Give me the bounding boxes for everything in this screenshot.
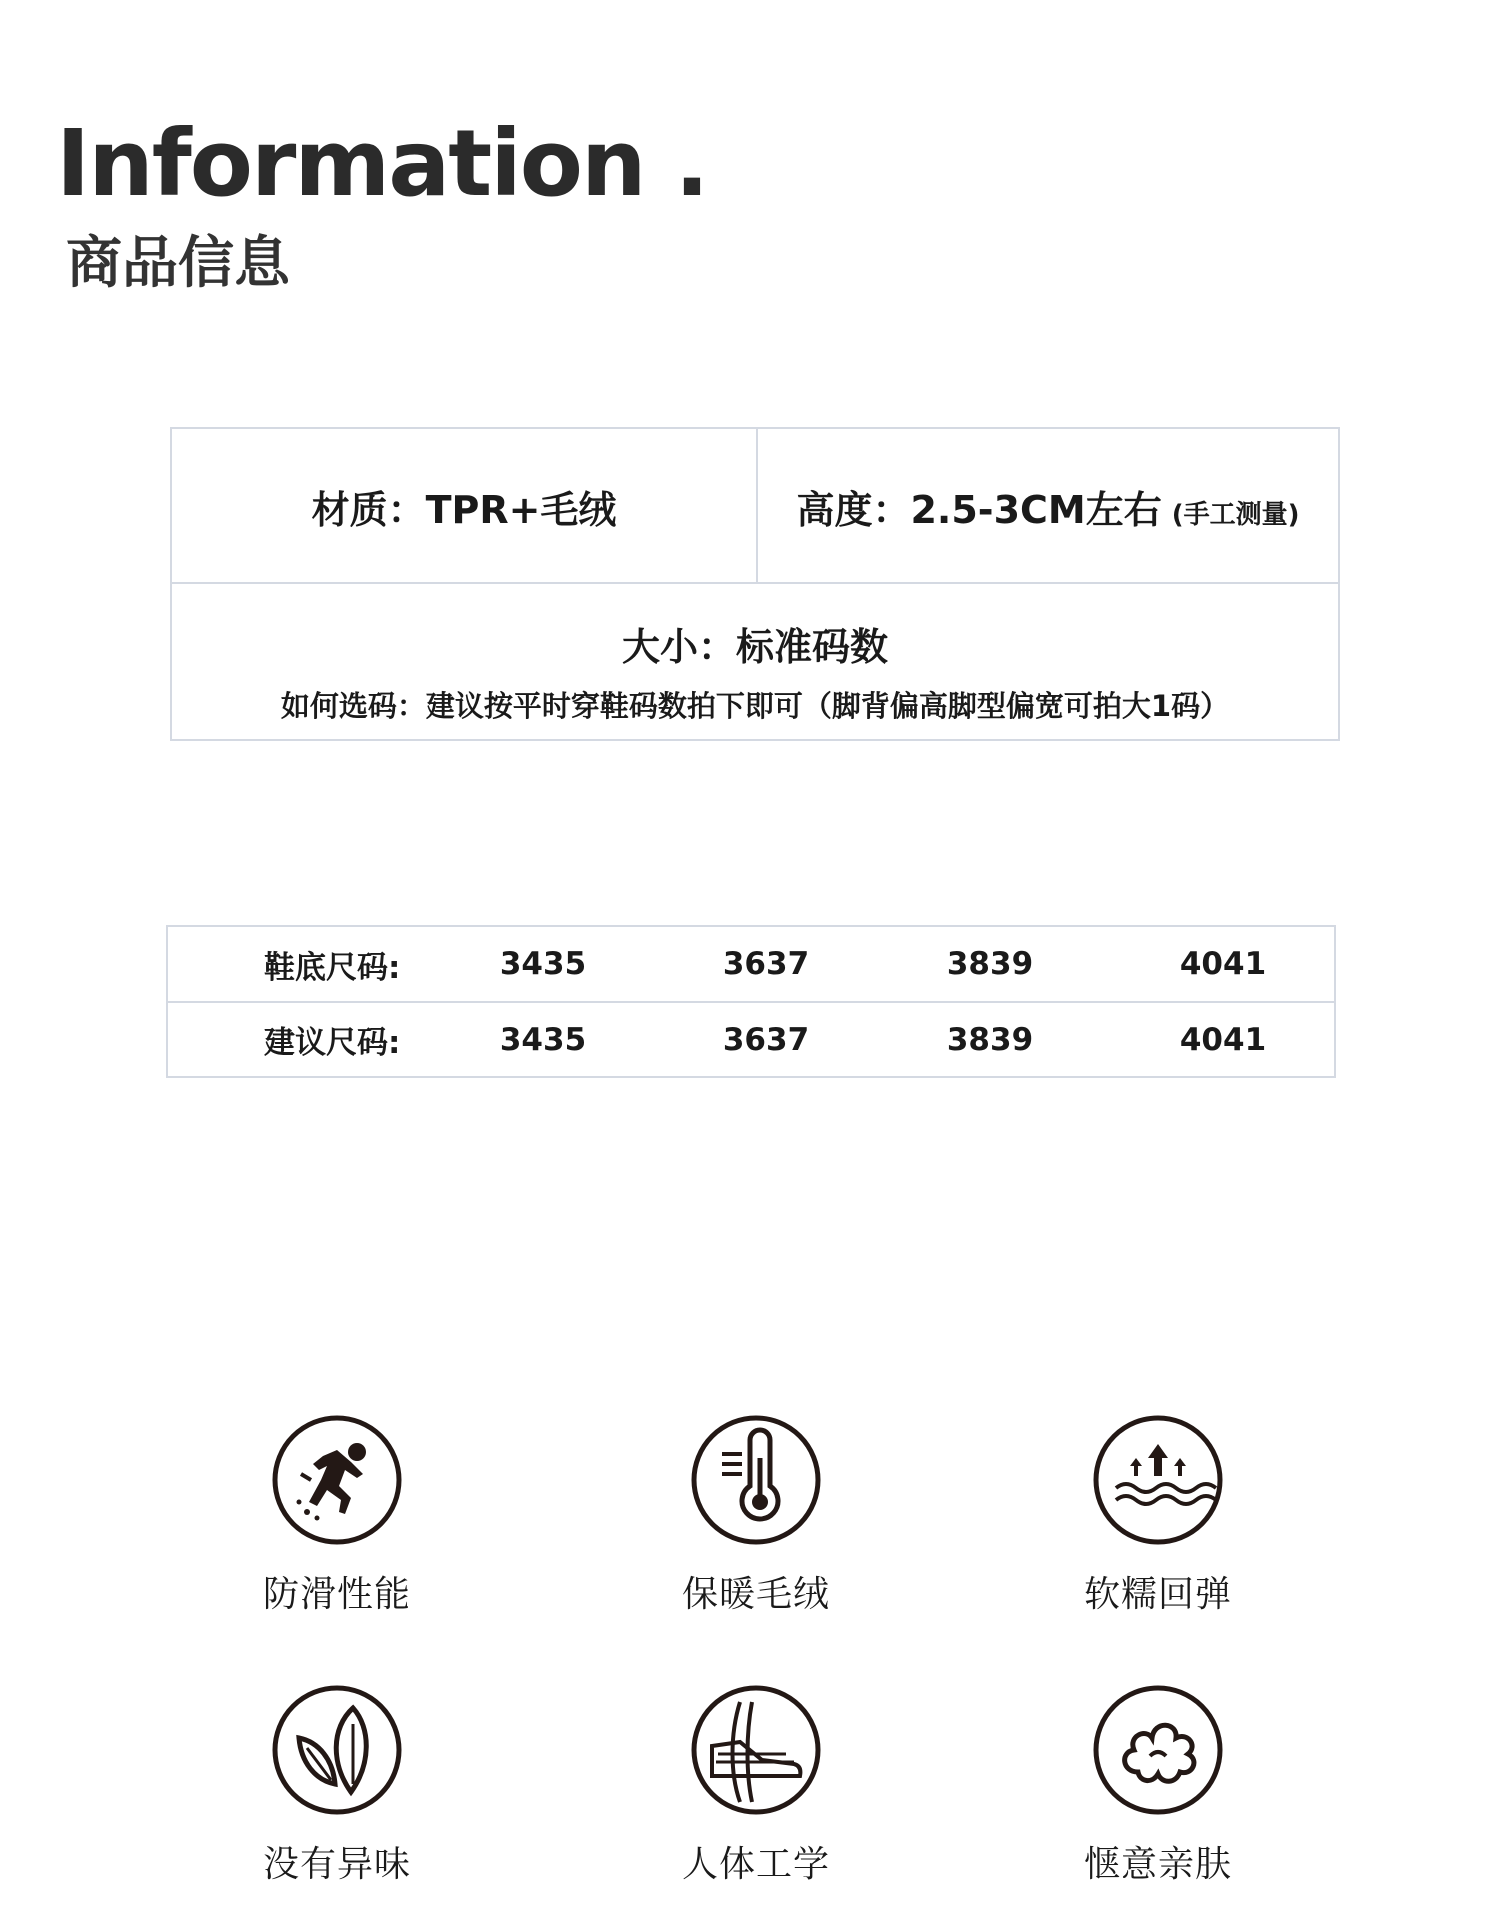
row-label: 建议尺码:: [264, 1025, 401, 1061]
feature-ergonomic: [636, 1684, 876, 1887]
height-note: (手工测量): [1171, 500, 1300, 530]
feature-label: 人体工学: [681, 1844, 830, 1885]
page-subtitle: 商品信息: [66, 231, 290, 296]
table-row: [166, 1001, 1336, 1078]
anti-slip-icon: [271, 1414, 403, 1546]
size-text: 大小：标准码数: [621, 625, 888, 669]
material-cell: [172, 429, 756, 584]
size-tip-text: 如何选码：建议按平时穿鞋码数拍下即可（脚背偏高脚型偏宽可拍大1码）: [280, 689, 1230, 723]
material-text: 材质：TPR+毛绒: [311, 488, 617, 532]
table-row: [166, 925, 1336, 1001]
cotton-cloud-icon: [1092, 1684, 1224, 1816]
info-row-bottom: [172, 586, 1338, 741]
feature-label: 惬意亲肤: [1083, 1844, 1232, 1885]
page-title: Information .: [56, 110, 708, 217]
size-cell: 3435: [499, 946, 587, 982]
product-info-table: [170, 427, 1340, 741]
feature-warm: [636, 1414, 876, 1617]
leaf-icon: [271, 1684, 403, 1816]
feature-label: 防滑性能: [262, 1574, 411, 1615]
thermometer-icon: [690, 1414, 822, 1546]
height-cell: [758, 429, 1338, 584]
feature-label: 没有异味: [262, 1844, 411, 1885]
size-cell: 4041: [1179, 1021, 1267, 1058]
size-cell: 4041: [1179, 946, 1267, 982]
height-text: 高度：2.5-3CM左右: [796, 488, 1162, 532]
rebound-icon: [1092, 1414, 1224, 1546]
size-cell: 3839: [946, 946, 1034, 982]
size-cell: 3839: [946, 1021, 1034, 1058]
ergonomic-shoe-icon: [690, 1684, 822, 1816]
size-cell: 3637: [722, 1021, 810, 1058]
feature-skin-friendly: [1038, 1684, 1278, 1887]
info-row-top: [172, 429, 1338, 584]
feature-label: 软糯回弹: [1083, 1574, 1232, 1615]
size-cell: 3435: [499, 1021, 587, 1058]
feature-anti-slip: [217, 1414, 457, 1617]
feature-label: 保暖毛绒: [681, 1574, 830, 1615]
feature-odorless: [217, 1684, 457, 1887]
feature-rebound: [1038, 1414, 1278, 1617]
size-chart: [166, 925, 1336, 1078]
row-label: 鞋底尺码:: [264, 949, 401, 986]
size-cell: 3637: [722, 946, 810, 982]
